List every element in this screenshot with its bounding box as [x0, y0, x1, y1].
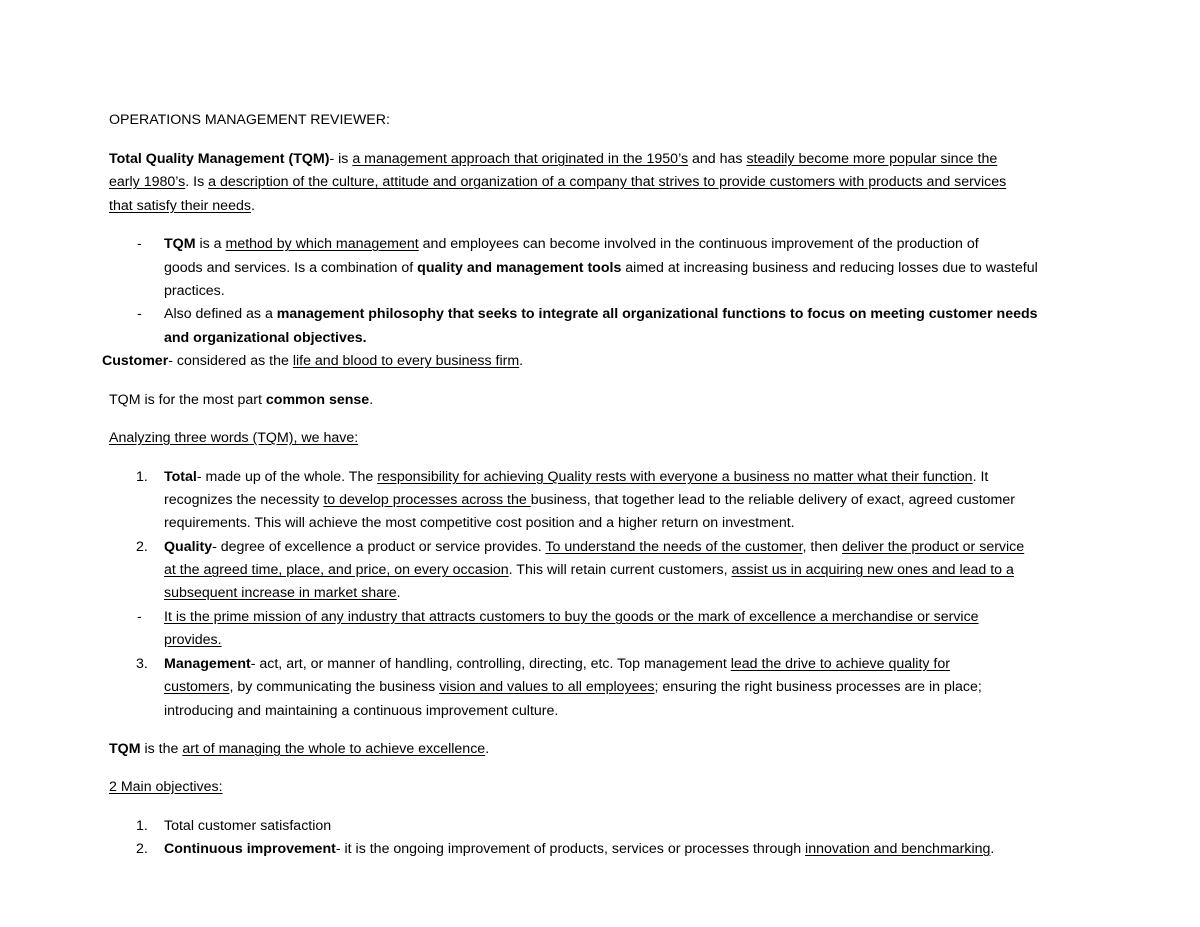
management-line-1: [164, 655, 950, 673]
dash-bullet: [137, 305, 142, 323]
quality-line-1: [164, 538, 1024, 556]
text-run: , then: [802, 539, 842, 555]
text-run: introducing and maintaining a continuous improvement culture.: [164, 703, 559, 719]
number-text: 1.: [136, 818, 148, 834]
text-run: . Is: [185, 174, 209, 190]
text-run: .: [396, 585, 401, 601]
quality-line-3: [164, 584, 401, 602]
list-number: [136, 840, 148, 858]
bold-text: management philosophy that seeks to integrate all organizational functions to focus on meeting customer needs: [272, 306, 1038, 322]
list-number: [136, 817, 148, 835]
text-run: - is: [329, 151, 353, 167]
text-run: .: [519, 353, 524, 369]
underlined-text: Analyzing three words (TQM), we have:: [109, 430, 359, 446]
customer-definition: [102, 352, 523, 370]
underlined-text: innovation and benchmarking: [805, 841, 991, 857]
management-line-3: [164, 702, 558, 720]
bold-text: Quality: [164, 539, 213, 555]
text-run: recognizes the necessity: [164, 492, 324, 508]
text-run: Also defined as a: [164, 306, 273, 322]
bold-text: Management: [164, 656, 251, 672]
text-run: .: [250, 198, 255, 214]
bold-text: TQM: [109, 741, 141, 757]
bullet-text: -: [137, 236, 142, 252]
tqm-definition-line-2: [109, 173, 1006, 191]
bold-text: Total: [164, 469, 197, 485]
text-run: .: [485, 741, 490, 757]
underlined-text: to develop processes across the: [323, 492, 531, 508]
text-run: is a: [195, 236, 226, 252]
text-run: - considered as the: [168, 353, 293, 369]
tqm-definition-line-3: [109, 197, 255, 215]
text-run: ; ensuring the right business processes are in place;: [654, 679, 982, 695]
bold-text: Continuous improvement: [164, 841, 336, 857]
dash-bullet: [137, 608, 142, 626]
bold-text: Customer: [102, 353, 169, 369]
text-run: . This will retain current customers,: [508, 562, 732, 578]
underlined-text: customers: [164, 679, 230, 695]
list-number: [136, 468, 148, 486]
text-run: and has: [688, 151, 747, 167]
quality-line-2: [164, 561, 1014, 579]
underlined-text: method by which management: [225, 236, 419, 252]
total-line-2: [164, 491, 1015, 509]
number-text: 2.: [136, 841, 148, 857]
underlined-text: responsibility for achieving Quality rests with everyone a business no matter what their function: [377, 469, 973, 485]
underlined-text: that satisfy their needs: [109, 198, 251, 214]
bold-text: TQM: [164, 236, 196, 252]
text-run: practices.: [164, 283, 225, 299]
bullet-text: -: [137, 609, 142, 625]
common-sense-line: [109, 391, 373, 409]
total-line-3: [164, 514, 795, 532]
text-run: - degree of excellence a product or service provides.: [212, 539, 546, 555]
management-line-2: [164, 678, 982, 696]
list-number: [136, 655, 148, 673]
text-run: goods and services. Is a combination of: [164, 260, 418, 276]
underlined-text: It is the prime mission of any industry that attracts customers to buy the goods or the mark of excellence a merchandise or service: [164, 609, 979, 625]
dash-item-1-line-2: [164, 259, 1038, 277]
objective-1: [164, 817, 331, 835]
bullet-text: -: [137, 306, 142, 322]
total-line-1: [164, 468, 988, 486]
text-run: , by communicating the business: [229, 679, 440, 695]
text-run: is the: [140, 741, 183, 757]
objective-2: [164, 840, 994, 858]
underlined-text: art of managing the whole to achieve excellence: [182, 741, 486, 757]
text-run: aimed at increasing business and reducing losses due to wasteful: [621, 260, 1038, 276]
underlined-text: early 1980’s: [109, 174, 186, 190]
bold-text: and organizational objectives.: [164, 330, 367, 346]
bold-text: common sense: [265, 392, 370, 408]
underlined-text: lead the drive to achieve quality for: [730, 656, 950, 672]
text-run: - made up of the whole. The: [196, 469, 378, 485]
underlined-text: steadily become more popular since the: [746, 151, 998, 167]
underlined-text: deliver the product or service: [842, 539, 1025, 555]
text-run: . It: [972, 469, 989, 485]
dash-item-1-line-3: [164, 282, 225, 300]
text-run: Total customer satisfaction: [164, 818, 332, 834]
tqm-definition-line-1: [109, 150, 997, 168]
text-run: .: [990, 841, 995, 857]
underlined-text: 2 Main objectives:: [109, 779, 223, 795]
underlined-text: assist us in acquiring new ones and lead to a: [731, 562, 1014, 578]
bold-text: quality and management tools: [417, 260, 622, 276]
number-text: 3.: [136, 656, 148, 672]
number-text: 1.: [136, 469, 148, 485]
text-run: TQM is for the most part: [109, 392, 266, 408]
mission-line-1: [164, 608, 979, 626]
text-run: - it is the ongoing improvement of products, services or processes through: [335, 841, 806, 857]
analyzing-heading: [109, 429, 358, 447]
text-run: and employees can become involved in the continuous improvement of the production of: [418, 236, 979, 252]
dash-item-2-line-2: [164, 329, 367, 347]
dash-bullet: [137, 235, 142, 253]
text-run: .: [369, 392, 374, 408]
title-text: OPERATIONS MANAGEMENT REVIEWER:: [109, 112, 390, 128]
text-run: business, that together lead to the reliable delivery of exact, agreed customer: [530, 492, 1015, 508]
text-run: requirements. This will achieve the most competitive cost position and a higher return on investment.: [164, 515, 795, 531]
underlined-text: subsequent increase in market share: [164, 585, 397, 601]
underlined-text: vision and values to all employees: [439, 679, 655, 695]
objectives-heading: [109, 778, 223, 796]
underlined-text: a management approach that originated in the 1950’s: [352, 151, 689, 167]
dash-item-1-line-1: [164, 235, 979, 253]
underlined-text: life and blood to every business firm: [292, 353, 520, 369]
text-run: - act, art, or manner of handling, controlling, directing, etc. Top management: [250, 656, 731, 672]
tqm-term: Total Quality Management (TQM): [109, 151, 330, 167]
underlined-text: a description of the culture, attitude and organization of a company that strives to provide customers with products and services: [208, 174, 1007, 190]
mission-line-2: [164, 631, 222, 649]
dash-item-2-line-1: [164, 305, 1038, 323]
tqm-art-line: [109, 740, 489, 758]
document-title: [109, 111, 390, 129]
number-text: 2.: [136, 539, 148, 555]
underlined-text: To understand the needs of the customer: [545, 539, 803, 555]
list-number: [136, 538, 148, 556]
underlined-text: provides.: [164, 632, 222, 648]
underlined-text: at the agreed time, place, and price, on every occasion: [164, 562, 509, 578]
